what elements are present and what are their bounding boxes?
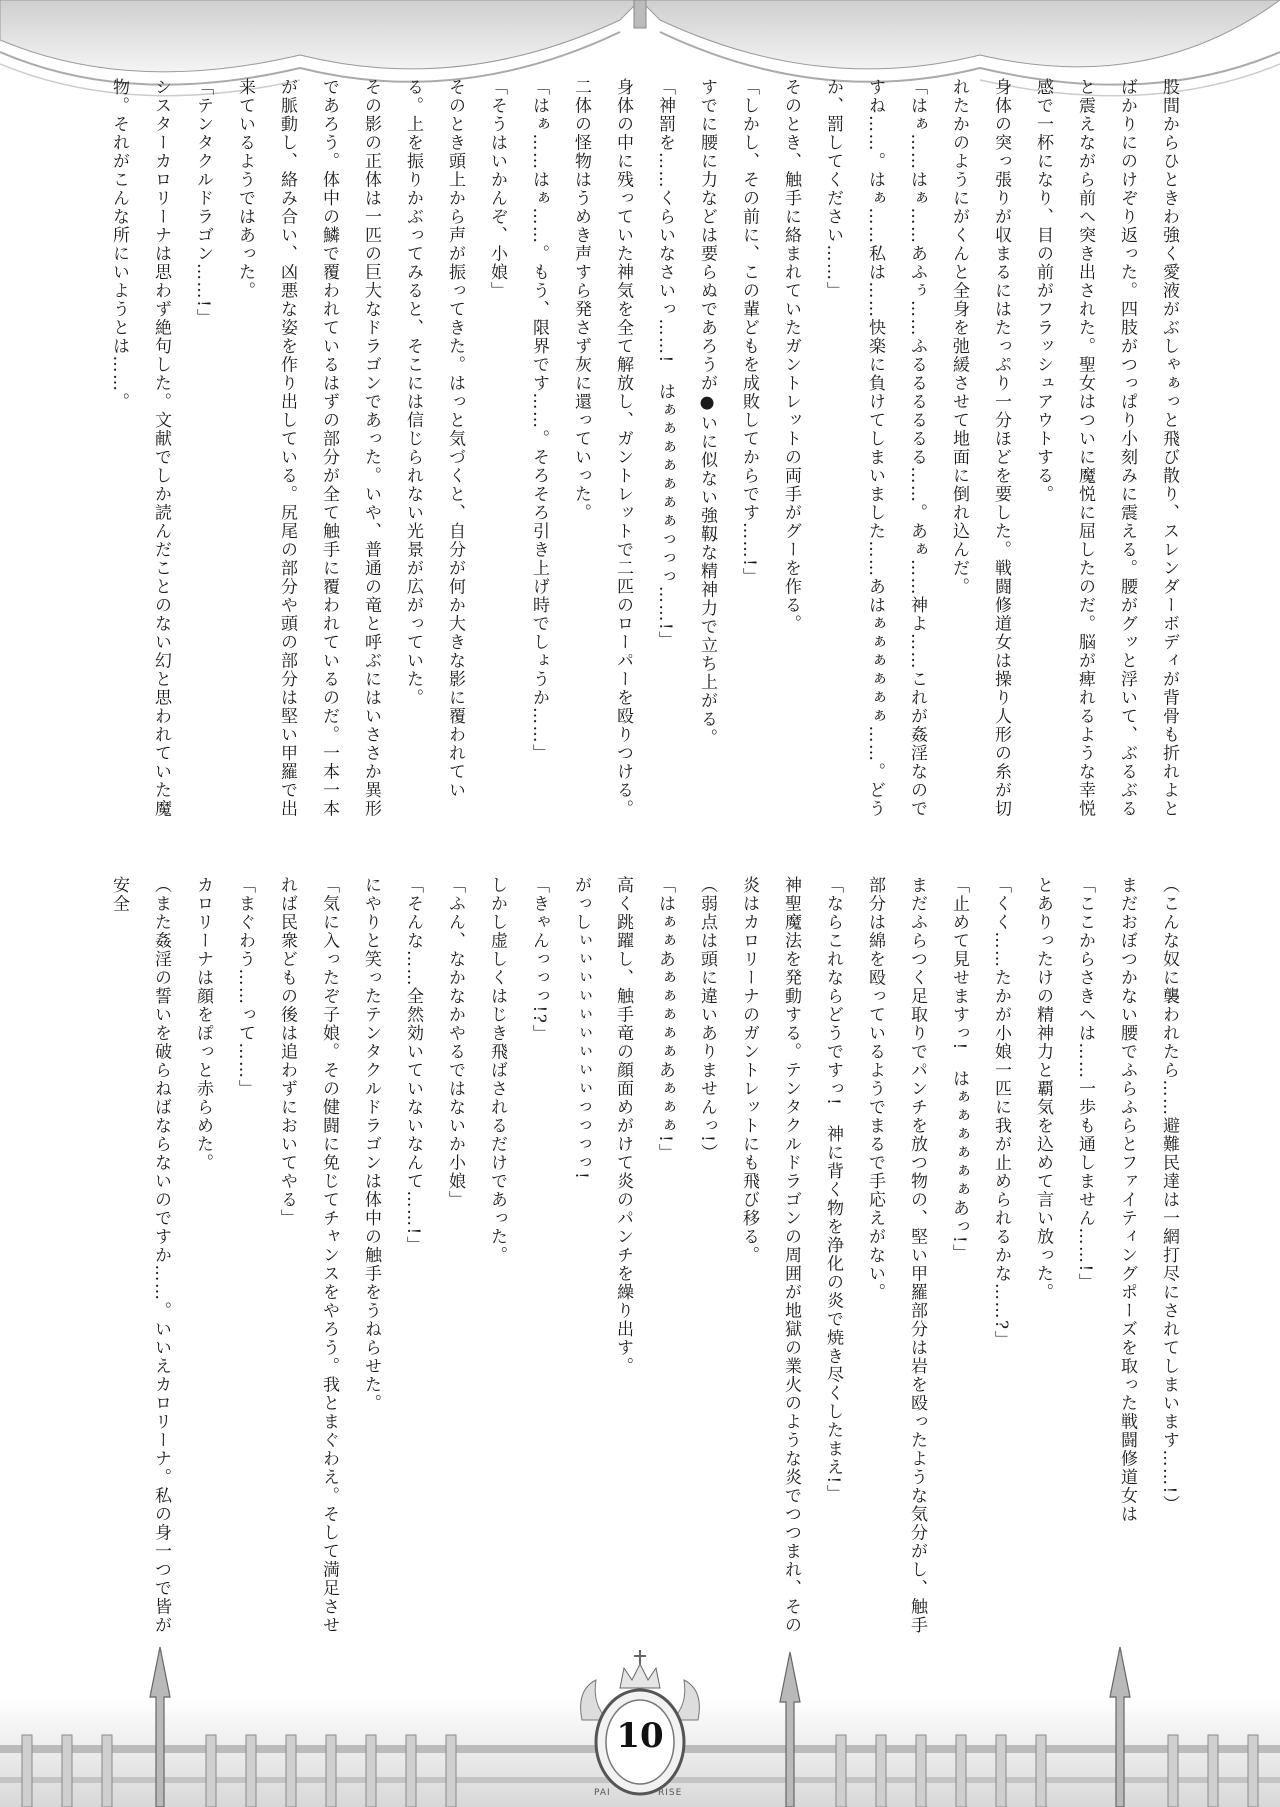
paragraph: カロリーナは顔をぽっと赤らめた。 [193, 876, 213, 1172]
paragraph: がっしぃぃぃぃぃぃぃぃぃっっっっ! [571, 876, 591, 1181]
lower-text-block [100, 876, 1190, 1641]
paragraph: 「テンタクルドラゴン……!」 [193, 78, 213, 327]
paragraph: そのとき、触手に絡まれていたガントレットの両手がグーを作る。 [781, 78, 801, 633]
paragraph: 「はぁぁあぁぁぁぁぁあぁぁぁ!」 [655, 876, 675, 1162]
paragraph: 「止めて見せますっ! はぁぁぁぁぁぁあっ!」 [949, 876, 969, 1263]
paragraph: （こんな奴に襲われたら……避難民達は一網打尽にされてしまいます……!） [1159, 876, 1179, 1514]
paragraph: その影の正体は一匹の巨大なドラゴンであった。いや、普通の竜と呼ぶにはいささか異形であろう。体中の鱗で覆われているはずの部分が全て触手に覆われているのだ。一本一本が脈動し、絡み合い、凶悪な姿を作り出している。尻尾の部分や頭の部分は堅い甲羅で出来ているようではあった。 [235, 78, 381, 818]
paragraph: そのとき頭上から声が振ってきた。はっと気づくと、自分が何か大きな影に覆われている。上を振りかぶってみると、そこには信じられない光景が広がっていた。 [403, 78, 465, 800]
paragraph: 「そうはいかんぞ、小娘」 [487, 78, 507, 300]
page-number: 10 [616, 1716, 664, 1756]
paragraph: 「まぐわう……って……」 [235, 876, 255, 1098]
paragraph: 「くく……たかが小娘一匹に我が止められるかな……?」 [991, 876, 1011, 1350]
paragraph: 「神罰を……くらいなさいっ……! はぁぁぁぁぁぁぁっっっ……!」 [655, 78, 675, 650]
paragraph: 「そんな……全然効いていないなんて……!」 [403, 876, 423, 1255]
paragraph: まだふらつく足取りでパンチを放つ物の、堅い甲羅部分は岩を殴ったような気分がし、触手部分は綿を殴っているようでまるで手応えがない。 [865, 876, 927, 1635]
paragraph: （弱点は頭に違いありませんっ!） [697, 876, 717, 1162]
paragraph: にやりと笑ったテンタクルドラゴンは体中の触手をうねらせた。 [361, 876, 381, 1413]
paragraph: 神聖魔法を発動する。テンタクルドラゴンの周囲が地獄の業火のような炎でつつまれ、その炎はカロリーナのガントレットにも飛び移る。 [739, 876, 801, 1635]
paragraph: 「ここからさきへは……一歩も通しません……!」 [1075, 876, 1095, 1292]
paragraph: （また姦淫の誓いを破らねばならないのですか……。いいえカロリーナ。私の身一つで皆が安全 [109, 876, 171, 1635]
paragraph: とありったけの精神力と覇気を込めて言い放った。 [1033, 876, 1053, 1302]
paragraph: 身体の中に残っていた神気を全て解放し、ガントレットで二匹のローパーを殴りつける。二体の怪物はうめき声すら発さず灰に還っていった。 [571, 78, 633, 818]
paragraph: 「気に入ったぞ子娘。その健闘に免じてチャンスをやろう。我とまぐわえ。そして満足させれば民衆どもの後は追わずにおいてやる」 [277, 876, 339, 1635]
paragraph: シスターカロリーナは思わず絶句した。文献でしか読んだことのない幻と思われていた魔物。それがこんな所にいようとは……。 [109, 78, 171, 818]
paragraph: 身体の突っ張りが収まるにはたっぷり一分ほどを要した。戦闘修道女は操り人形の糸が切れたかのようにがくんと全身を弛緩させて地面に倒れ込んだ。 [949, 78, 1011, 818]
paragraph: 高く跳躍し、触手竜の顔面めがけて炎のパンチを繰り出す。 [613, 876, 633, 1376]
paragraph: 「ふん、なかなかやるではないか小娘」 [445, 876, 465, 1209]
paragraph: すでに腰に力などは要らぬであろうが●いに似ない強靱な精神力で立ち上がる。 [697, 78, 717, 747]
upper-text-block [100, 78, 1190, 818]
paragraph: 「はぁ……はぁ……あふぅ……ふるるるるるる……。あぁ……神よ……これが姦淫なのですね……。はぁ……私は……快楽に負けてしまいました……あはぁぁぁぁぁぁ……。どうか、罰してください……」 [823, 78, 927, 818]
badge-label-right: RISE [658, 1788, 683, 1798]
paragraph: 「はぁ……はぁ……。もう、限界です……。そろそろ引き上げ時でしょうか……」 [529, 78, 549, 763]
paragraph: 「きゃんっっっ!?」 [529, 876, 549, 1043]
page-number-badge [574, 1650, 706, 1800]
paragraph: 「ならこれならどうですっ! 神に背く物を浄化の炎で焼き尽くしたまえ!」 [823, 876, 843, 1504]
badge-label-left: PAI [594, 1788, 611, 1798]
paragraph: まだおぼつかない腰でふらふらとファイティングポーズを取った戦闘修道女は [1117, 876, 1137, 1524]
paragraph: 股間からひときわ強く愛液がぶしゃぁっと飛び散り、スレンダーボディが背骨も折れよとばかりにのけぞり返った。四肢がつっぱり小刻みに震える。腰がグッと浮いて、ぶるぶると震えながら前へ突き出された。聖女はついに魔悦に屈したのだ。脳が痺れるような幸悦感で一杯になり、目の前がフラッシュアウトする。 [1033, 78, 1179, 818]
paragraph: 「しかし、その前に、この輩どもを成敗してからです……!」 [739, 78, 759, 586]
paragraph: しかし虚しくはじき飛ばされるだけであった。 [487, 876, 507, 1265]
